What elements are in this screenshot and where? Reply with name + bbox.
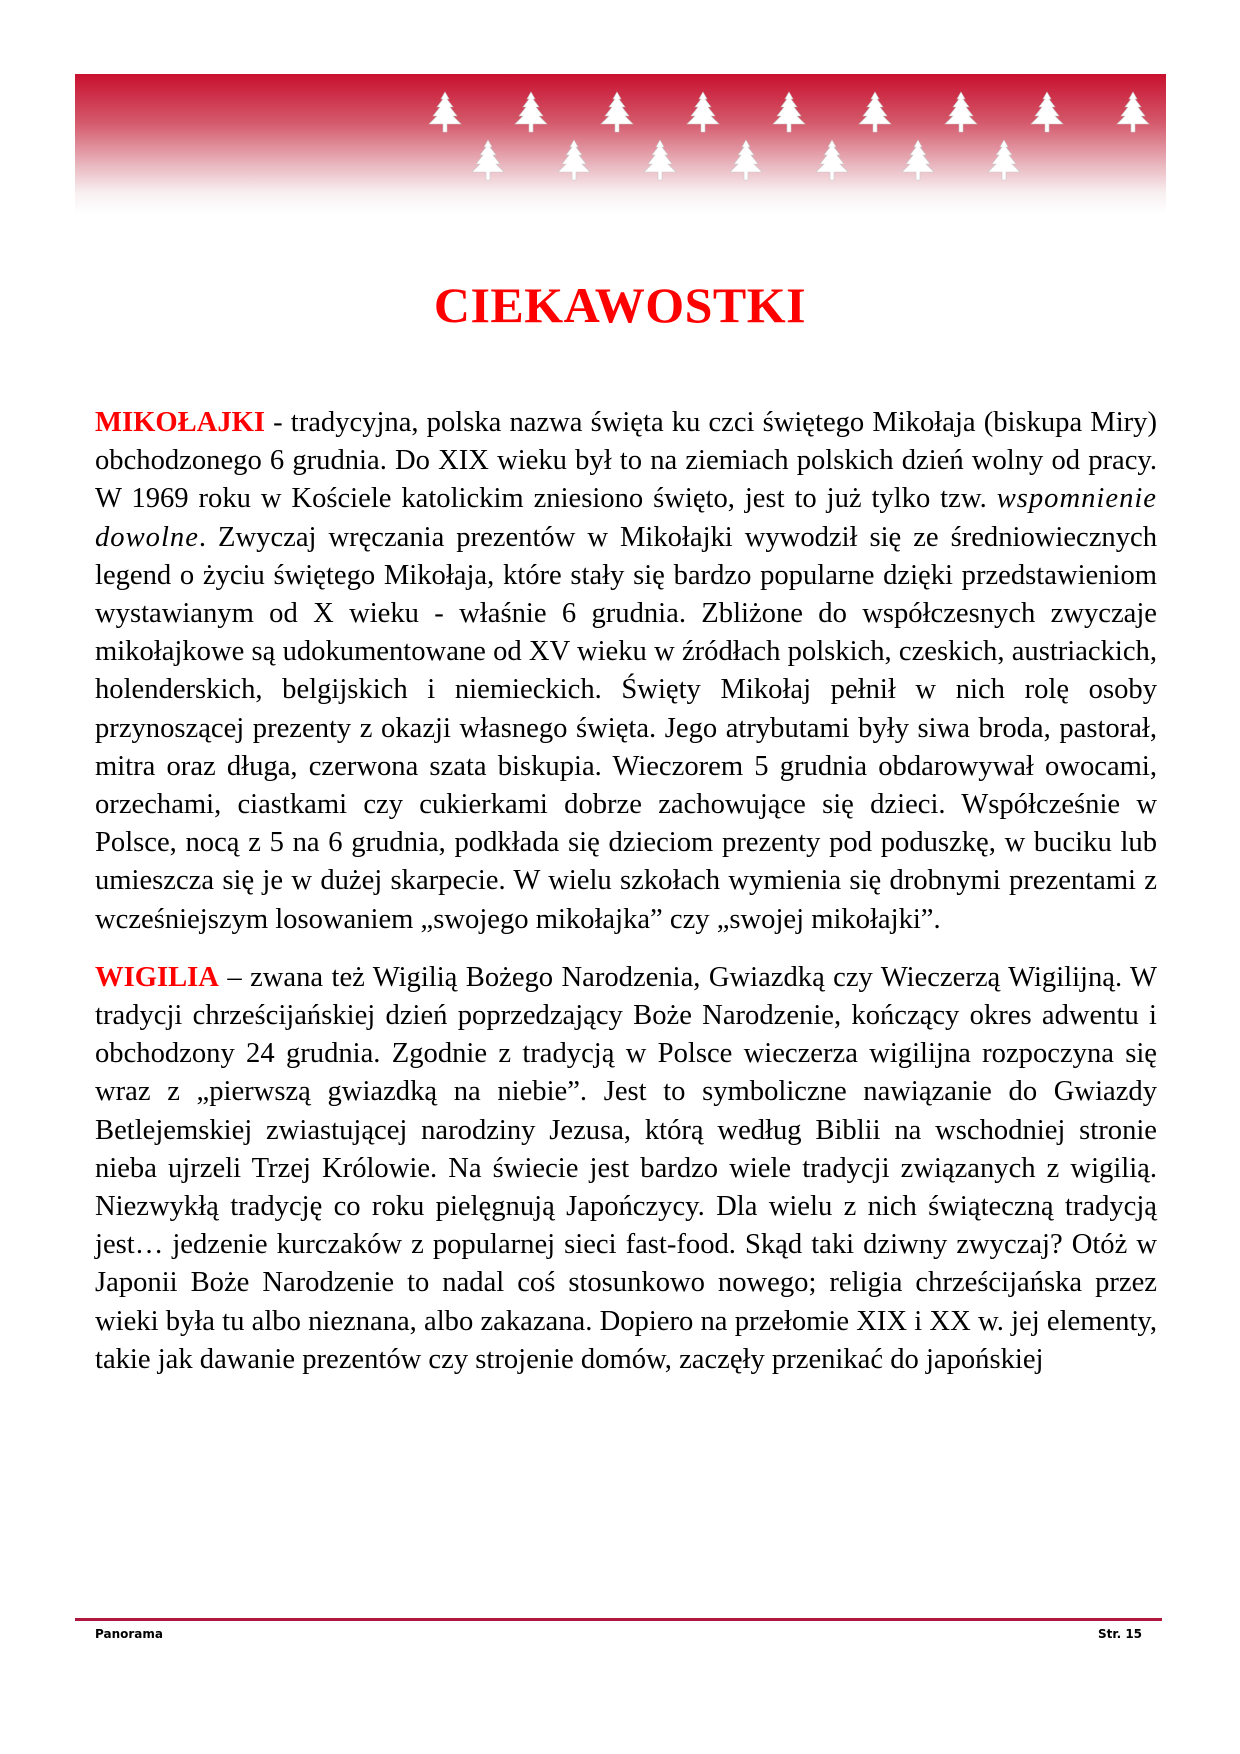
christmas-tree-icon: [855, 90, 895, 134]
emphasized-term: wspomnienie dowolne: [95, 483, 1157, 553]
christmas-tree-icon: [1027, 90, 1067, 134]
christmas-tree-icon: [769, 90, 809, 134]
christmas-tree-icon: [554, 138, 594, 182]
christmas-tree-icon: [640, 138, 680, 182]
footer-page-number: Str. 15: [1098, 1627, 1143, 1641]
christmas-tree-icon: [511, 90, 551, 134]
christmas-tree-icon: [726, 138, 766, 182]
header-banner: [75, 74, 1166, 214]
section-text: . Zwyczaj wręczania prezentów w Mikołajki wywodził się ze średniowiecznych legend o życiu świętego Mikołaja, które stały się bardzo popularne dzięki przedstawieniom wystawianym od X wieku - właśnie 6 grudnia. Zbliżone do współczesnych zwyczaje mikołajkowe są udokumentowane od XV wieku w źródłach polskich, czeskich, austriackich, holenderskich, belgijskich i niemieckich. Święty Mikołaj pełnił w nich rolę osoby przynoszącej prezenty z okazji własnego święta. Jego atrybutami były siwa broda, pastorał, mitra oraz długa, czerwona szata biskupia. Wieczorem 5 grudnia obdarowywał owocami, orzechami, ciastkami czy cukierkami dobrze zachowujące się dzieci. Współcześnie w Polsce, nocą z 5 na 6 grudnia, podkłada się dzieciom prezenty pod poduszkę, w buciku lub umieszcza się je w dużej skarpecie. W wielu szkołach wymienia się drobnymi prezentami z wcześniejszym losowaniem „swojego mikołajka” czy „swojej mikołajki”.: [95, 521, 1157, 935]
christmas-tree-icon: [425, 90, 465, 134]
article-body: [95, 404, 1157, 1379]
section-heading-wigilia: WIGILIA: [95, 961, 219, 993]
christmas-tree-icon: [468, 138, 508, 182]
christmas-tree-icon: [898, 138, 938, 182]
footer-publication-name: Panorama: [95, 1627, 163, 1641]
christmas-tree-icon: [683, 90, 723, 134]
page-title: CIEKAWOSTKI: [433, 277, 807, 333]
christmas-tree-icon: [984, 138, 1024, 182]
christmas-tree-icon: [812, 138, 852, 182]
christmas-tree-icon: [1113, 90, 1153, 134]
section-wigilia: [95, 959, 1157, 1379]
section-text: - tradycyjna, polska nazwa święta ku czci świętego Mikołaja (biskupa Miry) obchodzonego 6 grudnia. Do XIX wieku był to na ziemiach polskich dzień wolny od pracy. W 1969 roku w Kościele katolickim zniesiono święto, jest to już tylko tzw.: [95, 407, 1157, 515]
christmas-tree-icon: [597, 90, 637, 134]
footer-divider: [75, 1618, 1162, 1621]
christmas-tree-icon: [941, 90, 981, 134]
section-mikolajki: [95, 404, 1157, 939]
section-heading-mikolajki: MIKOŁAJKI: [95, 407, 265, 438]
section-text: – zwana też Wigilią Bożego Narodzenia, Gwiazdką czy Wieczerzą Wigilijną. W tradycji chrześcijańskiej dzień poprzedzający Boże Narodzenie, kończący okres adwentu i obchodzony 24 grudnia. Zgodnie z tradycją w Polsce wieczerza wigilijna rozpoczyna się wraz z „pierwszą gwiazdką na niebie”. Jest to symboliczne nawiązanie do Gwiazdy Betlejemskiej zwiastującej narodziny Jezusa, którą według Biblii na wschodniej stronie nieba ujrzeli Trzej Królowie. Na świecie jest bardzo wiele tradycji związanych z wigilią. Niezwykłą tradycję co roku pielęgnują Japończycy. Dla wielu z nich świąteczną tradycją jest… jedzenie kurczaków z popularnej sieci fast-food. Skąd taki dziwny zwyczaj? Otóż w Japonii Boże Narodzenie to nadal coś stosunkowo nowego; religia chrześcijańska przez wieki była tu albo nieznana, albo zakazana. Dopiero na przełomie XIX i XX w. jej elementy, takie jak dawanie prezentów czy strojenie domów, zaczęły przenikać do japońskiej: [95, 961, 1157, 1375]
